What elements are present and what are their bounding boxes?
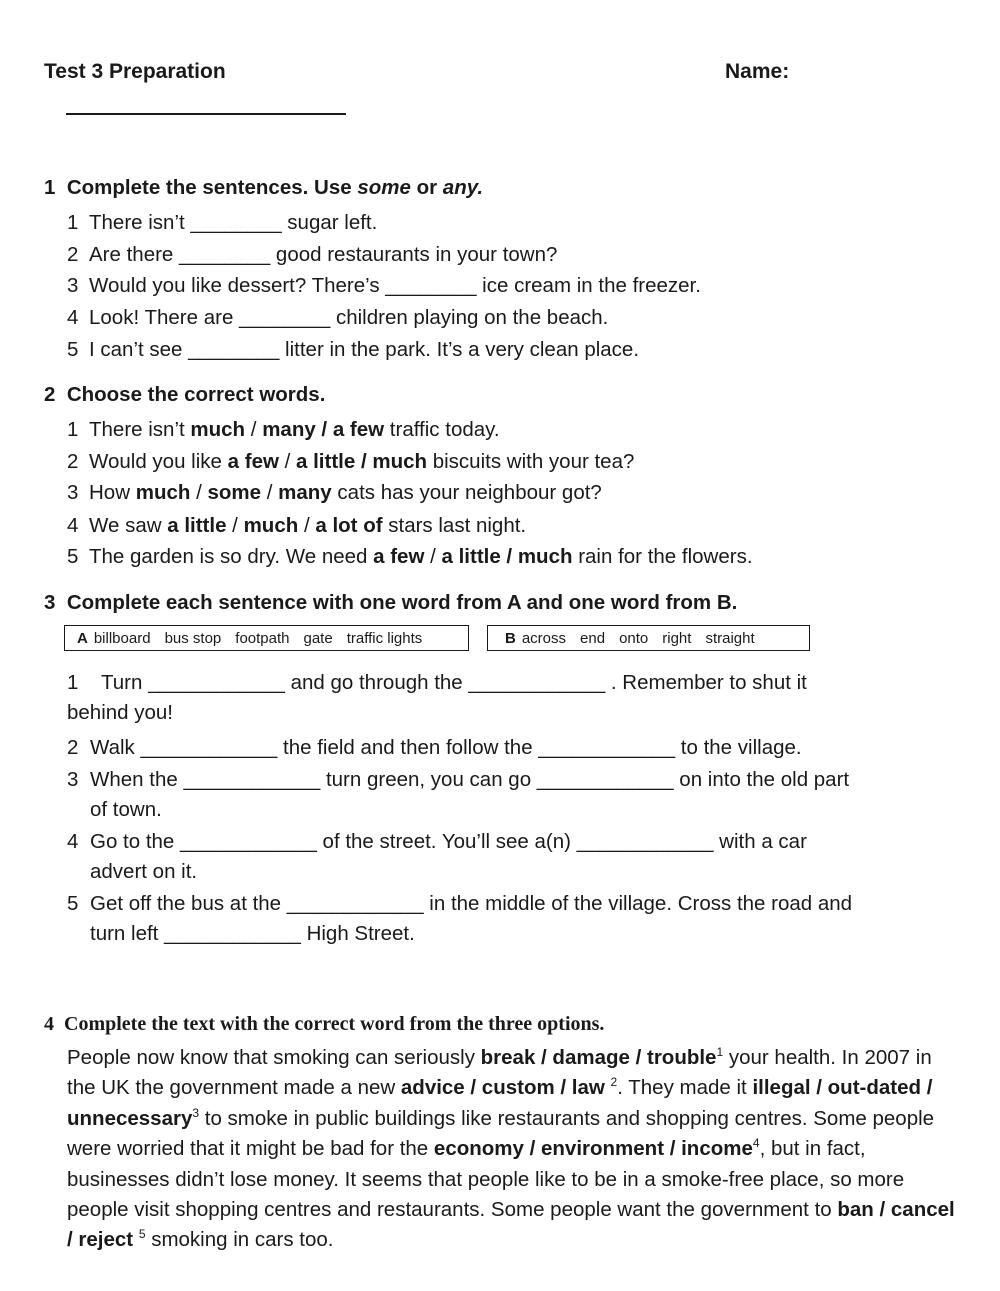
section-4-paragraph: People now know that smoking can seriously break / damage / trouble$^1$ your health. In 2007 in the UK the government made a new advice / custom / law $^2$. They made it illegal / out-dated / unnecessary$^3$ to smoke in public buildings like restaurants and shopping centres. Some people were worried that it might be bad for the economy / environment / income$^4$, but in fact, businesses didn’t lose money. It seems that people like to be in a smoke-free place, so more people visit shopping centres and restaurants. Some people want the government to ban / cancel / reject $^5$ smoking in cars too. — [67, 1045, 955, 1252]
s1-item: 4 Look! There are ________ children playing on the beach. — [67, 306, 609, 329]
section-2-title: 2 Choose the correct words. — [44, 383, 326, 406]
s3-item: 4 Go to the ____________ of the street. You’ll see a(n) ____________ with a car advert on it. — [67, 830, 807, 883]
s1-item: 2 Are there ________ good restaurants in your town? — [67, 243, 558, 266]
s3-item: 3 When the ____________ turn green, you can go ____________ on into the old part of town. — [67, 768, 850, 821]
s1-item: 3 Would you like dessert? There’s ________ ice cream in the freezer. — [67, 274, 701, 297]
s2-item: 3 How much / some / many cats has your neighbour got? — [67, 481, 602, 504]
name-label: Name: — [725, 60, 790, 83]
s1-item: 1 There isn’t ________ sugar left. — [67, 211, 378, 234]
s2-item: 1 There isn’t much / many / a few traffic today. — [67, 418, 500, 441]
s3-item: 2 Walk ____________ the field and then follow the ____________ to the village. — [67, 736, 802, 759]
section-1-title: 1 Complete the sentences. Use some or any. — [44, 176, 484, 199]
name-line — [66, 113, 346, 115]
section-4-title: 4 Complete the text with the correct word from the three options. — [44, 1013, 605, 1035]
word-box-b: B across end onto right straight — [487, 625, 810, 651]
s3-item: 5 Get off the bus at the ____________ in the middle of the village. Cross the road and turn left ____________ High Street. — [67, 892, 853, 945]
s2-item: 2 Would you like a few / a little / much biscuits with your tea? — [67, 450, 635, 473]
page-title: Test 3 Preparation — [44, 60, 226, 83]
s1-item: 5 I can’t see ________ litter in the park. It’s a very clean place. — [67, 338, 640, 361]
word-box-a: A billboard bus stop footpath gate traffic lights — [64, 625, 469, 651]
section-3-title: 3 Complete each sentence with one word from A and one word from B. — [44, 591, 738, 614]
s2-item: 5 The garden is so dry. We need a few / a little / much rain for the flowers. — [67, 545, 753, 568]
s2-item: 4 We saw a little / much / a lot of stars last night. — [67, 514, 527, 537]
s3-item: 1 Turn ____________ and go through the ____________ . Remember to shut it behind you! — [67, 671, 807, 724]
